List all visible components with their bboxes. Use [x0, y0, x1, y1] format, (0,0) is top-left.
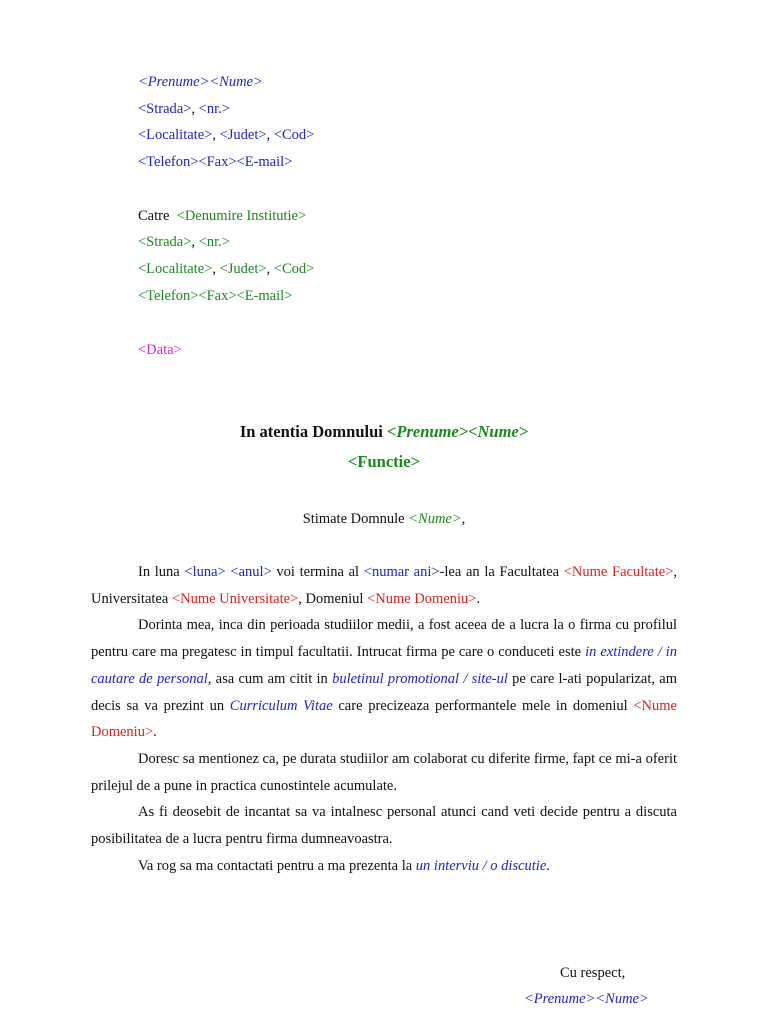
sender-nr: <nr.> [198, 101, 230, 117]
attention-name: <Prenume><Nume> [386, 422, 529, 441]
attention-heading [0, 422, 768, 442]
recipient-contact: <Telefon><Fax><E-mail> [138, 288, 293, 304]
text: pe care l-ati popularizat, am decis sa va prezint un [91, 670, 677, 714]
placeholder-anul: <anul> [230, 564, 272, 580]
placeholder-domeniu: <Nume Domeniu> [367, 590, 477, 607]
text: In luna [138, 564, 185, 580]
attention-function: <Functie> [348, 452, 420, 471]
recipient-street: <Strada> [138, 234, 192, 250]
text: , Domeniul [298, 590, 368, 607]
salutation [0, 510, 768, 528]
recipient-sep: , [212, 261, 220, 277]
salutation-name: <Nume> [408, 511, 462, 527]
sender-street-line [138, 100, 230, 118]
recipient-line [138, 207, 306, 225]
sender-locality-line [138, 126, 314, 144]
recipient-sep: , [266, 261, 274, 277]
sender-contact: <Telefon><Fax><E-mail> [138, 154, 293, 170]
placeholder-domeniu: <Nume Domeniu> [91, 697, 677, 741]
closing-signature: <Prenume><Nume> [524, 991, 649, 1007]
text: , asa cum am citit in [207, 670, 333, 687]
placeholder-buletin: buletinul promotional / site-ul [332, 670, 508, 687]
letter-body [91, 559, 677, 879]
paragraph-4: As fi deosebit de incantat sa va intalnesc personal atunci cand veti decide pentru a discuta posibilitatea de a lucra pentru firma dumneavoastra. [91, 804, 677, 848]
recipient-locality: <Localitate> [138, 261, 213, 277]
text: . [546, 857, 550, 874]
recipient-code: <Cod> [273, 261, 315, 277]
sender-code: <Cod> [273, 127, 315, 143]
placeholder-interviu: un interviu / o discutie [415, 857, 547, 874]
placeholder-facultate: <Nume Facultate> [563, 564, 674, 580]
recipient-to-label: Catre [138, 208, 170, 224]
text: . [476, 590, 481, 607]
sender-sep: , [212, 127, 220, 143]
recipient-county: <Judet> [219, 261, 267, 277]
sender-locality: <Localitate> [138, 127, 213, 143]
paragraph-2 [91, 612, 677, 746]
text: voi termina al [271, 564, 364, 580]
text: . [153, 724, 157, 741]
recipient-sep: , [191, 234, 199, 250]
recipient-street-line [138, 233, 230, 251]
letter-date: <Data> [138, 342, 182, 358]
sender-sep: , [266, 127, 274, 143]
paragraph-1 [91, 559, 677, 612]
sender-street: <Strada> [138, 101, 192, 117]
placeholder-numar-ani: <numar ani> [363, 564, 440, 580]
placeholder-universitate: <Nume Universitate> [171, 590, 299, 607]
salutation-suffix: , [461, 511, 466, 527]
salutation-prefix: Stimate Domnule [302, 511, 409, 527]
text: Va rog sa ma contactati pentru a ma prezenta la [138, 857, 416, 874]
text: care precizeaza performantele mele in domeniul [332, 697, 634, 714]
closing-respect: Cu respect, [560, 965, 626, 981]
placeholder-cv: Curriculum Vitae [229, 697, 333, 714]
placeholder-luna: <luna> [184, 564, 226, 580]
sender-name: <Prenume><Nume> [138, 74, 263, 90]
paragraph-5 [91, 853, 677, 880]
recipient-nr: <nr.> [198, 234, 230, 250]
text: , Universitatea [91, 564, 677, 607]
attention-prefix: In atentia Domnului [239, 422, 387, 441]
recipient-institution: <Denumire Institutie> [176, 208, 307, 224]
placeholder-extindere: in extindere / in cautare de personal [91, 644, 677, 687]
text: -lea an la Facultatea [439, 564, 564, 580]
paragraph-3: Doresc sa mentionez ca, pe durata studiilor am colaborat cu diferite firme, fapt ce mi-a oferit prilejul de a pune in practica cunostintele acumulate. [91, 750, 677, 794]
text: Dorinta mea, inca din perioada studiilor medii, a fost aceea de a lucra la o firma cu profilul pentru care ma pregatesc in timpul facultatii. Intrucat firma pe care o conduceti este [91, 617, 677, 661]
recipient-locality-line [138, 260, 314, 278]
sender-county: <Judet> [219, 127, 267, 143]
sender-sep: , [191, 101, 199, 117]
